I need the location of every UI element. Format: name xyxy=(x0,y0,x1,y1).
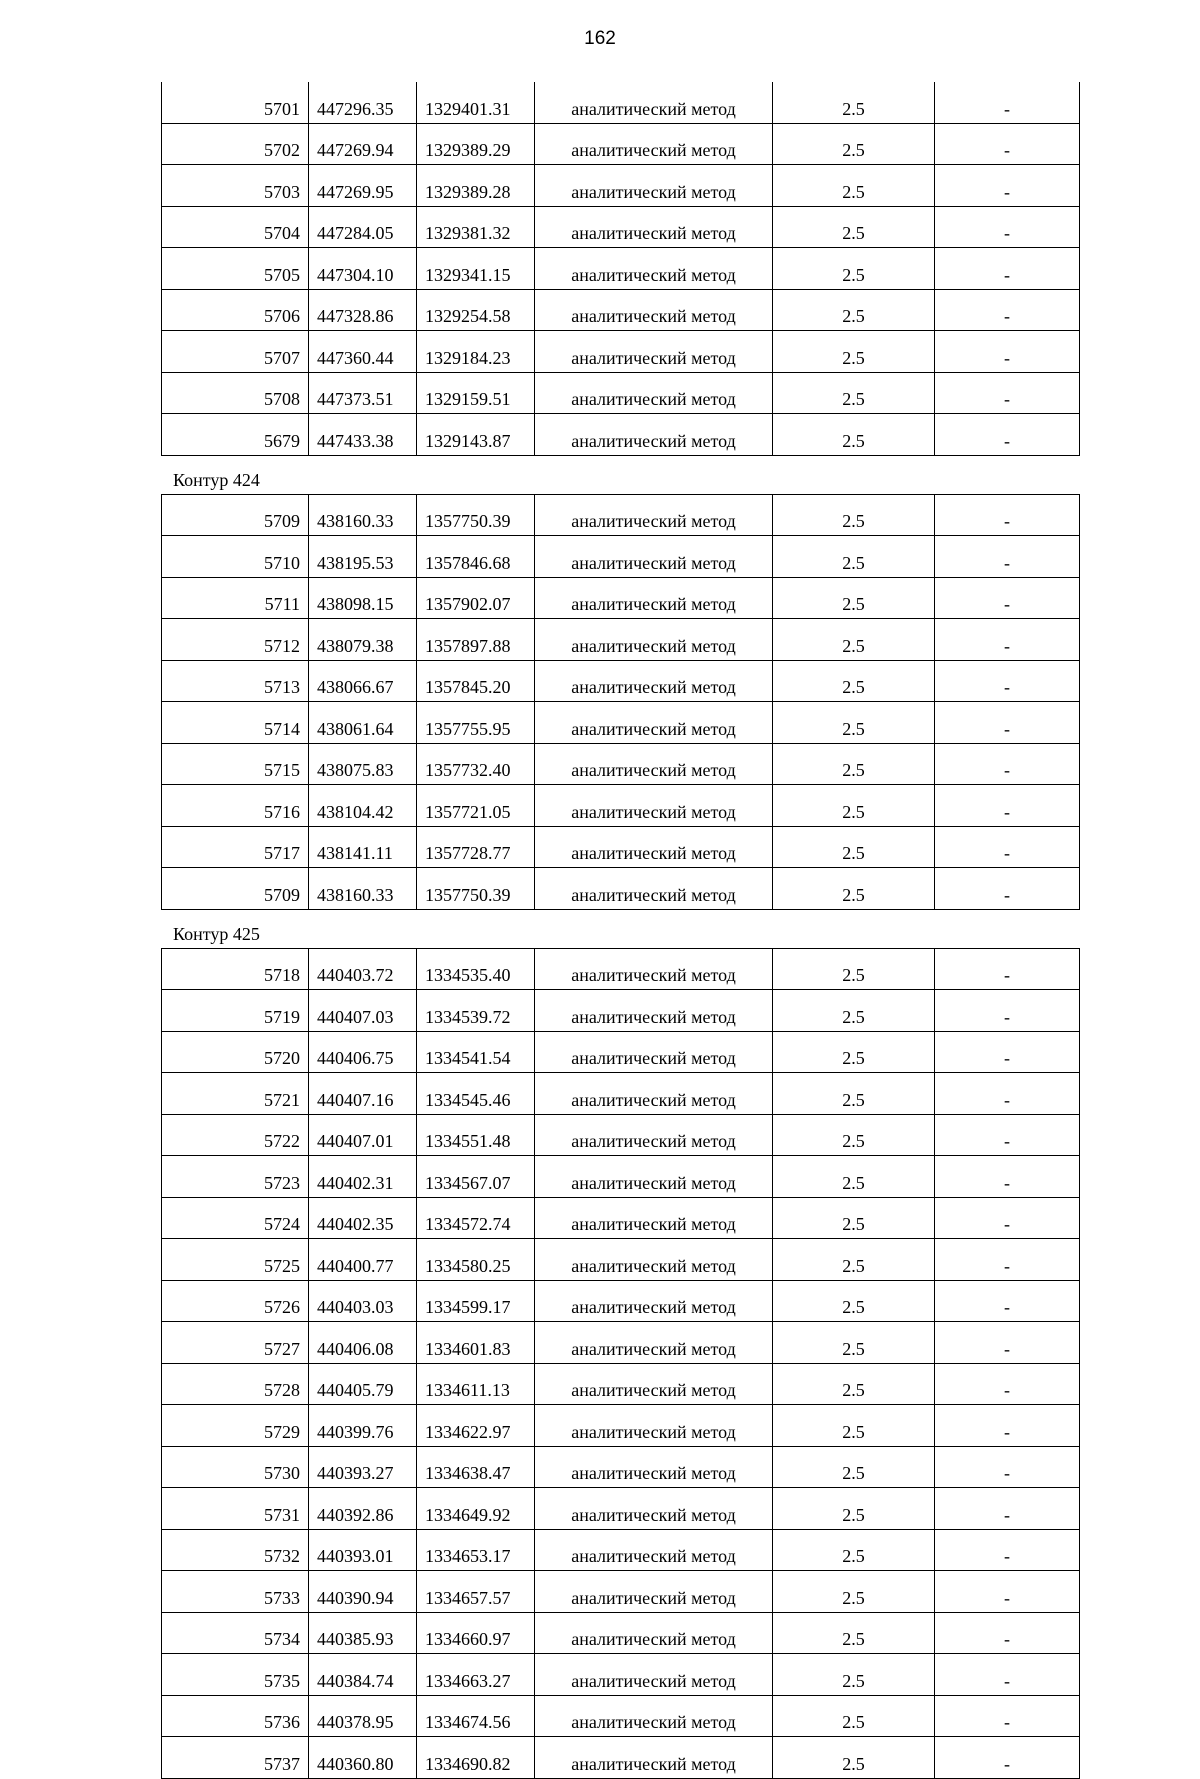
y-coordinate-cell: 1334601.83 xyxy=(417,1322,535,1364)
description-cell: - xyxy=(935,1695,1080,1737)
accuracy-cell: 2.5 xyxy=(773,414,935,456)
x-coordinate-cell: 440403.72 xyxy=(309,948,417,990)
table-row xyxy=(162,660,1080,702)
method-cell: аналитический метод xyxy=(535,1239,773,1281)
method-cell: аналитический метод xyxy=(535,1446,773,1488)
method-cell: аналитический метод xyxy=(535,1156,773,1198)
y-coordinate-cell: 1329159.51 xyxy=(417,372,535,414)
y-coordinate-cell: 1357902.07 xyxy=(417,577,535,619)
method-cell: аналитический метод xyxy=(535,1280,773,1322)
method-cell: аналитический метод xyxy=(535,165,773,207)
table-row xyxy=(162,785,1080,827)
accuracy-cell: 2.5 xyxy=(773,1031,935,1073)
x-coordinate-cell: 440393.27 xyxy=(309,1446,417,1488)
accuracy-cell: 2.5 xyxy=(773,826,935,868)
x-coordinate-cell: 447304.10 xyxy=(309,248,417,290)
description-cell: - xyxy=(935,82,1080,123)
accuracy-cell: 2.5 xyxy=(773,660,935,702)
method-cell: аналитический метод xyxy=(535,248,773,290)
x-coordinate-cell: 438104.42 xyxy=(309,785,417,827)
x-coordinate-cell: 440385.93 xyxy=(309,1612,417,1654)
x-coordinate-cell: 440402.35 xyxy=(309,1197,417,1239)
description-cell: - xyxy=(935,948,1080,990)
description-cell: - xyxy=(935,1405,1080,1447)
contour-title: Контур 425 xyxy=(173,923,260,944)
x-coordinate-cell: 440403.03 xyxy=(309,1280,417,1322)
description-cell: - xyxy=(935,123,1080,165)
description-cell: - xyxy=(935,1571,1080,1613)
coordinates-table xyxy=(161,82,1080,456)
description-cell: - xyxy=(935,1156,1080,1198)
table-row xyxy=(162,1405,1080,1447)
y-coordinate-cell: 1357732.40 xyxy=(417,743,535,785)
table-row xyxy=(162,331,1080,373)
description-cell: - xyxy=(935,868,1080,910)
table-row xyxy=(162,826,1080,868)
point-number-cell: 5679 xyxy=(162,414,309,456)
table-row xyxy=(162,82,1080,123)
accuracy-cell: 2.5 xyxy=(773,1529,935,1571)
accuracy-cell: 2.5 xyxy=(773,248,935,290)
accuracy-cell: 2.5 xyxy=(773,206,935,248)
description-cell: - xyxy=(935,1073,1080,1115)
accuracy-cell: 2.5 xyxy=(773,1363,935,1405)
y-coordinate-cell: 1334580.25 xyxy=(417,1239,535,1281)
description-cell: - xyxy=(935,702,1080,744)
y-coordinate-cell: 1357728.77 xyxy=(417,826,535,868)
accuracy-cell: 2.5 xyxy=(773,619,935,661)
accuracy-cell: 2.5 xyxy=(773,1571,935,1613)
x-coordinate-cell: 447284.05 xyxy=(309,206,417,248)
method-cell: аналитический метод xyxy=(535,414,773,456)
method-cell: аналитический метод xyxy=(535,990,773,1032)
method-cell: аналитический метод xyxy=(535,289,773,331)
y-coordinate-cell: 1329184.23 xyxy=(417,331,535,373)
x-coordinate-cell: 440392.86 xyxy=(309,1488,417,1530)
table-row xyxy=(162,868,1080,910)
accuracy-cell: 2.5 xyxy=(773,1488,935,1530)
x-coordinate-cell: 438195.53 xyxy=(309,536,417,578)
coordinate-sections xyxy=(161,82,1080,1779)
y-coordinate-cell: 1334622.97 xyxy=(417,1405,535,1447)
point-number-cell: 5701 xyxy=(162,82,309,123)
description-cell: - xyxy=(935,414,1080,456)
point-number-cell: 5713 xyxy=(162,660,309,702)
description-cell: - xyxy=(935,1363,1080,1405)
coordinates-table xyxy=(161,494,1080,910)
description-cell: - xyxy=(935,619,1080,661)
table-row xyxy=(162,1488,1080,1530)
x-coordinate-cell: 438061.64 xyxy=(309,702,417,744)
table-row xyxy=(162,1031,1080,1073)
table-row xyxy=(162,619,1080,661)
table-row xyxy=(162,1239,1080,1281)
table-row xyxy=(162,1737,1080,1779)
point-number-cell: 5703 xyxy=(162,165,309,207)
y-coordinate-cell: 1334611.13 xyxy=(417,1363,535,1405)
accuracy-cell: 2.5 xyxy=(773,1114,935,1156)
x-coordinate-cell: 440407.16 xyxy=(309,1073,417,1115)
x-coordinate-cell: 440406.75 xyxy=(309,1031,417,1073)
x-coordinate-cell: 447296.35 xyxy=(309,82,417,123)
point-number-cell: 5708 xyxy=(162,372,309,414)
y-coordinate-cell: 1334638.47 xyxy=(417,1446,535,1488)
accuracy-cell: 2.5 xyxy=(773,1156,935,1198)
point-number-cell: 5730 xyxy=(162,1446,309,1488)
x-coordinate-cell: 440399.76 xyxy=(309,1405,417,1447)
x-coordinate-cell: 447269.94 xyxy=(309,123,417,165)
description-cell: - xyxy=(935,248,1080,290)
table-row xyxy=(162,1446,1080,1488)
table-row xyxy=(162,1114,1080,1156)
x-coordinate-cell: 438098.15 xyxy=(309,577,417,619)
method-cell: аналитический метод xyxy=(535,1363,773,1405)
table-row xyxy=(162,536,1080,578)
y-coordinate-cell: 1357845.20 xyxy=(417,660,535,702)
y-coordinate-cell: 1334567.07 xyxy=(417,1156,535,1198)
point-number-cell: 5728 xyxy=(162,1363,309,1405)
x-coordinate-cell: 440360.80 xyxy=(309,1737,417,1779)
point-number-cell: 5706 xyxy=(162,289,309,331)
point-number-cell: 5734 xyxy=(162,1612,309,1654)
table-row xyxy=(162,743,1080,785)
description-cell: - xyxy=(935,826,1080,868)
description-cell: - xyxy=(935,1322,1080,1364)
y-coordinate-cell: 1357750.39 xyxy=(417,868,535,910)
accuracy-cell: 2.5 xyxy=(773,372,935,414)
method-cell: аналитический метод xyxy=(535,331,773,373)
method-cell: аналитический метод xyxy=(535,372,773,414)
accuracy-cell: 2.5 xyxy=(773,702,935,744)
method-cell: аналитический метод xyxy=(535,1695,773,1737)
method-cell: аналитический метод xyxy=(535,1322,773,1364)
y-coordinate-cell: 1357846.68 xyxy=(417,536,535,578)
table-row xyxy=(162,1073,1080,1115)
accuracy-cell: 2.5 xyxy=(773,1695,935,1737)
x-coordinate-cell: 440407.03 xyxy=(309,990,417,1032)
description-cell: - xyxy=(935,785,1080,827)
accuracy-cell: 2.5 xyxy=(773,1737,935,1779)
accuracy-cell: 2.5 xyxy=(773,1654,935,1696)
y-coordinate-cell: 1329254.58 xyxy=(417,289,535,331)
point-number-cell: 5723 xyxy=(162,1156,309,1198)
x-coordinate-cell: 447433.38 xyxy=(309,414,417,456)
y-coordinate-cell: 1334660.97 xyxy=(417,1612,535,1654)
point-number-cell: 5719 xyxy=(162,990,309,1032)
method-cell: аналитический метод xyxy=(535,123,773,165)
point-number-cell: 5729 xyxy=(162,1405,309,1447)
point-number-cell: 5711 xyxy=(162,577,309,619)
accuracy-cell: 2.5 xyxy=(773,1612,935,1654)
point-number-cell: 5712 xyxy=(162,619,309,661)
point-number-cell: 5720 xyxy=(162,1031,309,1073)
accuracy-cell: 2.5 xyxy=(773,990,935,1032)
method-cell: аналитический метод xyxy=(535,1571,773,1613)
point-number-cell: 5737 xyxy=(162,1737,309,1779)
method-cell: аналитический метод xyxy=(535,743,773,785)
table-row xyxy=(162,494,1080,536)
description-cell: - xyxy=(935,1446,1080,1488)
y-coordinate-cell: 1334649.92 xyxy=(417,1488,535,1530)
description-cell: - xyxy=(935,1114,1080,1156)
description-cell: - xyxy=(935,206,1080,248)
accuracy-cell: 2.5 xyxy=(773,1239,935,1281)
table-row xyxy=(162,372,1080,414)
x-coordinate-cell: 438160.33 xyxy=(309,494,417,536)
description-cell: - xyxy=(935,331,1080,373)
point-number-cell: 5710 xyxy=(162,536,309,578)
accuracy-cell: 2.5 xyxy=(773,123,935,165)
table-row xyxy=(162,289,1080,331)
x-coordinate-cell: 440400.77 xyxy=(309,1239,417,1281)
y-coordinate-cell: 1334539.72 xyxy=(417,990,535,1032)
y-coordinate-cell: 1334599.17 xyxy=(417,1280,535,1322)
point-number-cell: 5735 xyxy=(162,1654,309,1696)
accuracy-cell: 2.5 xyxy=(773,743,935,785)
x-coordinate-cell: 440402.31 xyxy=(309,1156,417,1198)
coordinates-table xyxy=(161,948,1080,1779)
table-row xyxy=(162,577,1080,619)
y-coordinate-cell: 1329381.32 xyxy=(417,206,535,248)
description-cell: - xyxy=(935,1280,1080,1322)
table-row xyxy=(162,1363,1080,1405)
y-coordinate-cell: 1329143.87 xyxy=(417,414,535,456)
method-cell: аналитический метод xyxy=(535,702,773,744)
method-cell: аналитический метод xyxy=(535,1114,773,1156)
point-number-cell: 5726 xyxy=(162,1280,309,1322)
method-cell: аналитический метод xyxy=(535,206,773,248)
table-row xyxy=(162,414,1080,456)
description-cell: - xyxy=(935,1239,1080,1281)
y-coordinate-cell: 1334663.27 xyxy=(417,1654,535,1696)
y-coordinate-cell: 1334657.57 xyxy=(417,1571,535,1613)
point-number-cell: 5715 xyxy=(162,743,309,785)
x-coordinate-cell: 440378.95 xyxy=(309,1695,417,1737)
description-cell: - xyxy=(935,660,1080,702)
accuracy-cell: 2.5 xyxy=(773,577,935,619)
table-row xyxy=(162,702,1080,744)
method-cell: аналитический метод xyxy=(535,1405,773,1447)
point-number-cell: 5721 xyxy=(162,1073,309,1115)
table-row xyxy=(162,1156,1080,1198)
point-number-cell: 5725 xyxy=(162,1239,309,1281)
table-row xyxy=(162,248,1080,290)
description-cell: - xyxy=(935,990,1080,1032)
method-cell: аналитический метод xyxy=(535,948,773,990)
x-coordinate-cell: 438066.67 xyxy=(309,660,417,702)
accuracy-cell: 2.5 xyxy=(773,1073,935,1115)
y-coordinate-cell: 1329389.29 xyxy=(417,123,535,165)
x-coordinate-cell: 447360.44 xyxy=(309,331,417,373)
point-number-cell: 5736 xyxy=(162,1695,309,1737)
description-cell: - xyxy=(935,743,1080,785)
accuracy-cell: 2.5 xyxy=(773,1322,935,1364)
accuracy-cell: 2.5 xyxy=(773,1405,935,1447)
method-cell: аналитический метод xyxy=(535,785,773,827)
method-cell: аналитический метод xyxy=(535,1488,773,1530)
point-number-cell: 5716 xyxy=(162,785,309,827)
point-number-cell: 5704 xyxy=(162,206,309,248)
method-cell: аналитический метод xyxy=(535,1654,773,1696)
table-row xyxy=(162,990,1080,1032)
method-cell: аналитический метод xyxy=(535,1031,773,1073)
x-coordinate-cell: 447269.95 xyxy=(309,165,417,207)
y-coordinate-cell: 1334690.82 xyxy=(417,1737,535,1779)
point-number-cell: 5724 xyxy=(162,1197,309,1239)
accuracy-cell: 2.5 xyxy=(773,785,935,827)
y-coordinate-cell: 1329401.31 xyxy=(417,82,535,123)
description-cell: - xyxy=(935,165,1080,207)
accuracy-cell: 2.5 xyxy=(773,82,935,123)
y-coordinate-cell: 1357750.39 xyxy=(417,494,535,536)
x-coordinate-cell: 440384.74 xyxy=(309,1654,417,1696)
x-coordinate-cell: 440390.94 xyxy=(309,1571,417,1613)
x-coordinate-cell: 438075.83 xyxy=(309,743,417,785)
point-number-cell: 5702 xyxy=(162,123,309,165)
point-number-cell: 5727 xyxy=(162,1322,309,1364)
description-cell: - xyxy=(935,1737,1080,1779)
description-cell: - xyxy=(935,494,1080,536)
x-coordinate-cell: 438160.33 xyxy=(309,868,417,910)
method-cell: аналитический метод xyxy=(535,536,773,578)
accuracy-cell: 2.5 xyxy=(773,331,935,373)
description-cell: - xyxy=(935,577,1080,619)
method-cell: аналитический метод xyxy=(535,1073,773,1115)
method-cell: аналитический метод xyxy=(535,494,773,536)
method-cell: аналитический метод xyxy=(535,660,773,702)
x-coordinate-cell: 440393.01 xyxy=(309,1529,417,1571)
description-cell: - xyxy=(935,1612,1080,1654)
y-coordinate-cell: 1357897.88 xyxy=(417,619,535,661)
table-row xyxy=(162,165,1080,207)
point-number-cell: 5732 xyxy=(162,1529,309,1571)
table-row xyxy=(162,1197,1080,1239)
y-coordinate-cell: 1329341.15 xyxy=(417,248,535,290)
method-cell: аналитический метод xyxy=(535,1737,773,1779)
description-cell: - xyxy=(935,1488,1080,1530)
x-coordinate-cell: 440406.08 xyxy=(309,1322,417,1364)
y-coordinate-cell: 1334653.17 xyxy=(417,1529,535,1571)
point-number-cell: 5709 xyxy=(162,868,309,910)
y-coordinate-cell: 1334545.46 xyxy=(417,1073,535,1115)
method-cell: аналитический метод xyxy=(535,82,773,123)
accuracy-cell: 2.5 xyxy=(773,868,935,910)
description-cell: - xyxy=(935,1197,1080,1239)
point-number-cell: 5718 xyxy=(162,948,309,990)
accuracy-cell: 2.5 xyxy=(773,165,935,207)
y-coordinate-cell: 1334572.74 xyxy=(417,1197,535,1239)
accuracy-cell: 2.5 xyxy=(773,289,935,331)
method-cell: аналитический метод xyxy=(535,619,773,661)
method-cell: аналитический метод xyxy=(535,577,773,619)
accuracy-cell: 2.5 xyxy=(773,1197,935,1239)
accuracy-cell: 2.5 xyxy=(773,536,935,578)
accuracy-cell: 2.5 xyxy=(773,1280,935,1322)
table-row xyxy=(162,1571,1080,1613)
point-number-cell: 5722 xyxy=(162,1114,309,1156)
y-coordinate-cell: 1357755.95 xyxy=(417,702,535,744)
point-number-cell: 5731 xyxy=(162,1488,309,1530)
x-coordinate-cell: 440405.79 xyxy=(309,1363,417,1405)
point-number-cell: 5709 xyxy=(162,494,309,536)
contour-title: Контур 424 xyxy=(173,469,260,490)
y-coordinate-cell: 1329389.28 xyxy=(417,165,535,207)
point-number-cell: 5714 xyxy=(162,702,309,744)
accuracy-cell: 2.5 xyxy=(773,948,935,990)
point-number-cell: 5705 xyxy=(162,248,309,290)
accuracy-cell: 2.5 xyxy=(773,1446,935,1488)
table-row xyxy=(162,1529,1080,1571)
description-cell: - xyxy=(935,289,1080,331)
table-row xyxy=(162,1695,1080,1737)
table-row xyxy=(162,123,1080,165)
description-cell: - xyxy=(935,1031,1080,1073)
method-cell: аналитический метод xyxy=(535,1529,773,1571)
table-row xyxy=(162,1612,1080,1654)
point-number-cell: 5717 xyxy=(162,826,309,868)
description-cell: - xyxy=(935,372,1080,414)
method-cell: аналитический метод xyxy=(535,1612,773,1654)
table-row xyxy=(162,206,1080,248)
y-coordinate-cell: 1334535.40 xyxy=(417,948,535,990)
table-row xyxy=(162,1280,1080,1322)
y-coordinate-cell: 1334541.54 xyxy=(417,1031,535,1073)
x-coordinate-cell: 447373.51 xyxy=(309,372,417,414)
description-cell: - xyxy=(935,1654,1080,1696)
point-number-cell: 5707 xyxy=(162,331,309,373)
table-row xyxy=(162,1654,1080,1696)
table-row xyxy=(162,948,1080,990)
description-cell: - xyxy=(935,536,1080,578)
method-cell: аналитический метод xyxy=(535,868,773,910)
description-cell: - xyxy=(935,1529,1080,1571)
table-row xyxy=(162,1322,1080,1364)
x-coordinate-cell: 438079.38 xyxy=(309,619,417,661)
y-coordinate-cell: 1334674.56 xyxy=(417,1695,535,1737)
accuracy-cell: 2.5 xyxy=(773,494,935,536)
method-cell: аналитический метод xyxy=(535,826,773,868)
y-coordinate-cell: 1334551.48 xyxy=(417,1114,535,1156)
x-coordinate-cell: 438141.11 xyxy=(309,826,417,868)
x-coordinate-cell: 440407.01 xyxy=(309,1114,417,1156)
point-number-cell: 5733 xyxy=(162,1571,309,1613)
x-coordinate-cell: 447328.86 xyxy=(309,289,417,331)
page-number: 162 xyxy=(584,28,616,49)
method-cell: аналитический метод xyxy=(535,1197,773,1239)
y-coordinate-cell: 1357721.05 xyxy=(417,785,535,827)
